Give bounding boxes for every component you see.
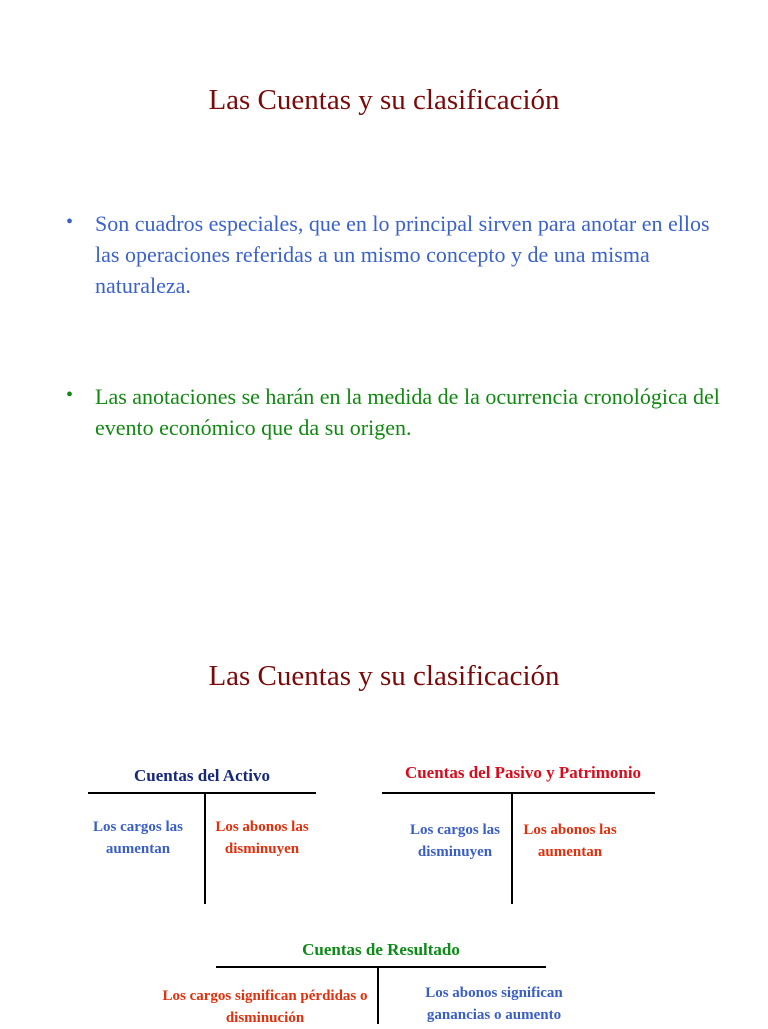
bullet1-text: Son cuadros especiales, que en lo principal sirven para anotar en ellos las operaciones referidas a un mismo concepto y de una misma naturaleza. <box>95 211 710 298</box>
pasivo-title: Cuentas del Pasivo y Patrimonio <box>404 763 642 782</box>
activo-top-rule <box>88 792 316 794</box>
pasivo-abonos: Los abonos las aumentan <box>523 822 617 860</box>
slide2-title: Las Cuentas y su clasificación <box>208 660 560 692</box>
pasivo-top-rule <box>382 792 655 794</box>
resultado-top-rule <box>216 966 546 968</box>
resultado-cargos: Los cargos significan pérdidas o disminución <box>162 988 368 1026</box>
bullet-marker-2: • <box>66 384 74 406</box>
bullet2-text: Las anotaciones se harán en la medida de la ocurrencia cronológica del evento económico que da su origen. <box>95 384 720 440</box>
resultado-divider <box>377 966 379 1024</box>
pasivo-divider <box>511 792 513 904</box>
resultado-abonos: Los abonos significan ganancias o aumento <box>425 985 563 1023</box>
activo-abonos: Los abonos las disminuyen <box>215 819 309 857</box>
activo-title: Cuentas del Activo <box>134 766 270 785</box>
slide1-title: Las Cuentas y su clasificación <box>208 84 560 116</box>
resultado-title: Cuentas de Resultado <box>302 940 460 959</box>
activo-cargos: Los cargos las aumentan <box>93 819 183 857</box>
bullet-marker-1: • <box>66 211 74 233</box>
pasivo-cargos: Los cargos las disminuyen <box>410 822 500 860</box>
